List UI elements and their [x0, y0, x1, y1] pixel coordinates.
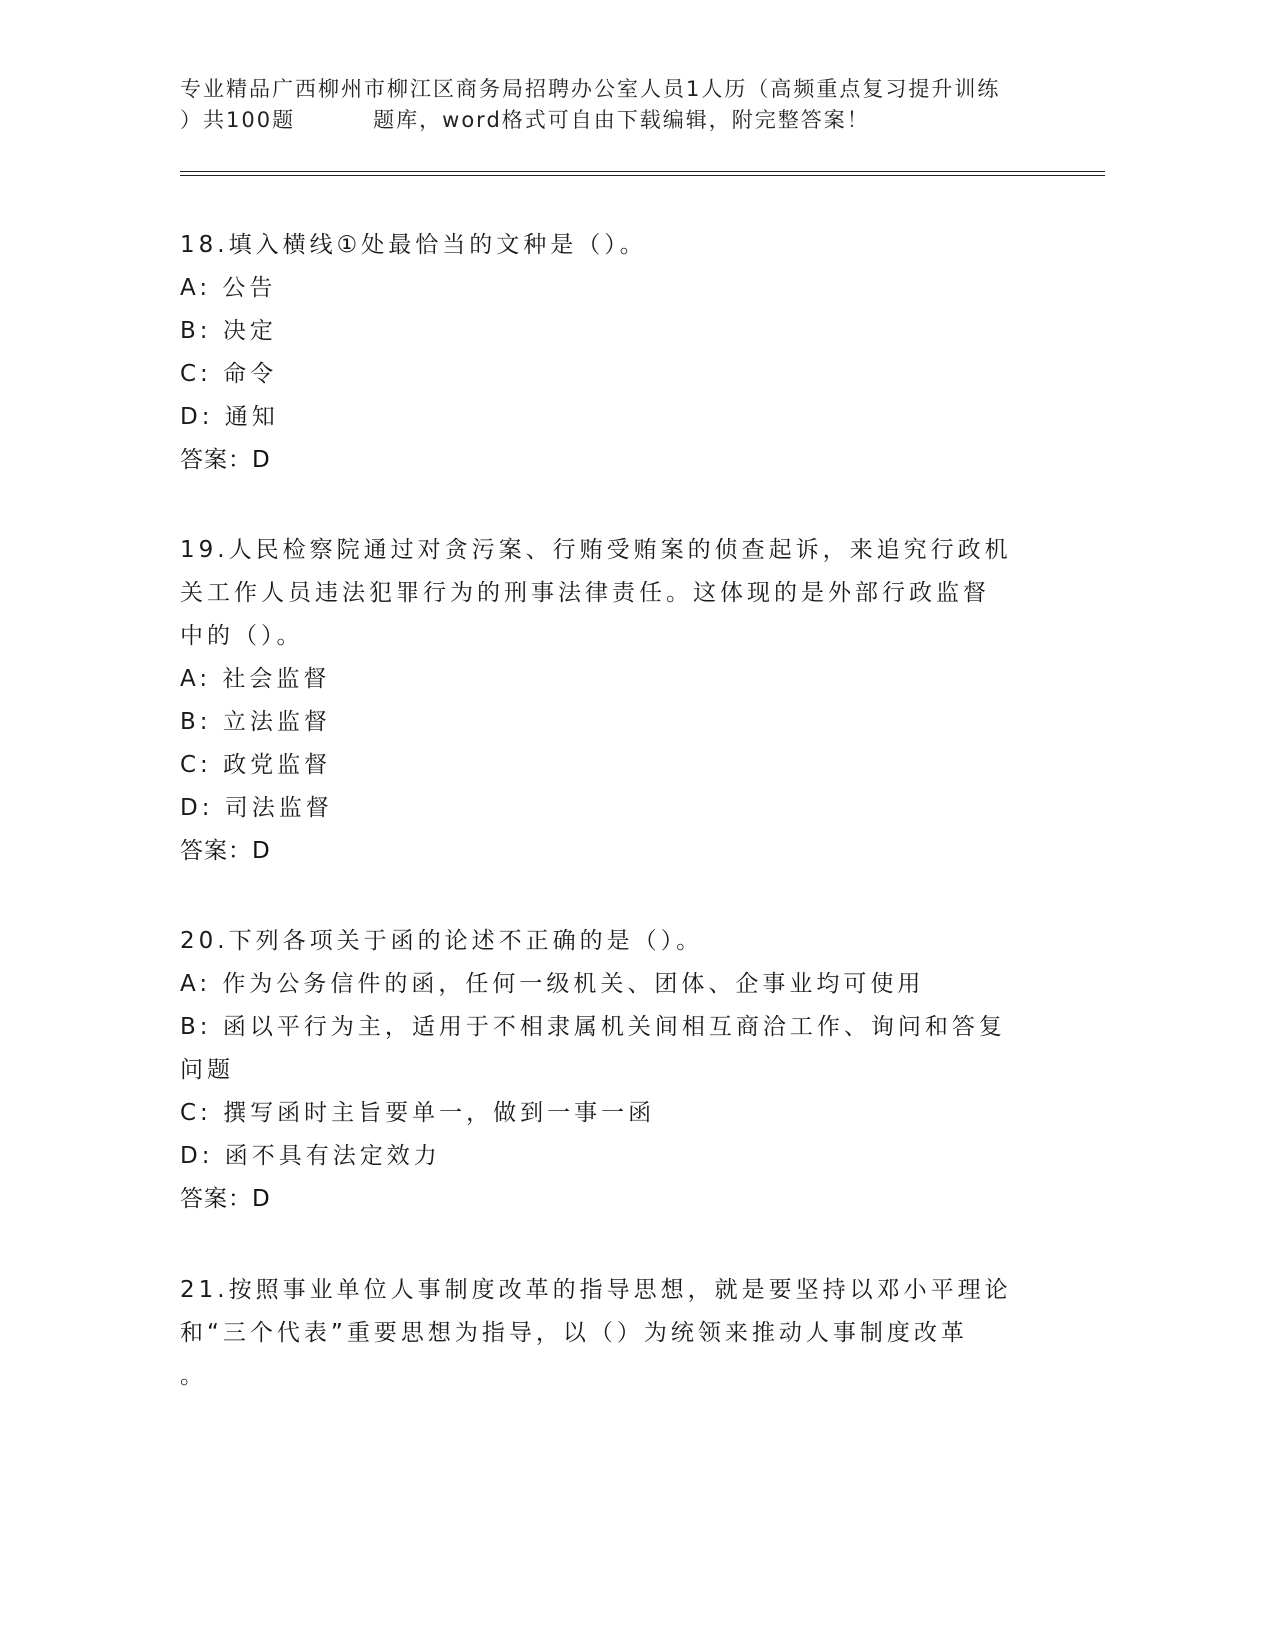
option-a: A: 公告	[180, 275, 277, 301]
document-header	[180, 74, 1060, 136]
question-stem-line-3: 中的（）。	[180, 623, 304, 649]
question-18	[180, 224, 1040, 482]
option-b-continuation: 问题	[180, 1057, 234, 1083]
option-b: B: 函以平行为主，适用于不相隶属机关间相互商洽工作、询问和答复	[180, 1014, 1006, 1040]
answer: 答案：D	[180, 838, 271, 864]
option-a: A: 社会监督	[180, 666, 331, 692]
option-d: D: 司法监督	[180, 795, 333, 821]
question-stem-line-3: 。	[180, 1363, 207, 1389]
answer: 答案：D	[180, 1186, 271, 1212]
question-stem-line-2: 和“三个代表”重要思想为指导，以（）为统领来推动人事制度改革	[180, 1320, 968, 1346]
header-divider-bottom	[180, 175, 1105, 176]
header-title-line-1: 专业精品广西柳州市柳江区商务局招聘办公室人员1人历（高频重点复习提升训练	[180, 77, 1001, 101]
question-stem: 18.填入横线①处最恰当的文种是（）。	[180, 232, 647, 258]
option-c: C: 政党监督	[180, 752, 332, 778]
header-title-line-2: ）共100题 题库，word格式可自由下载编辑，附完整答案！	[180, 108, 870, 132]
option-d: D: 通知	[180, 404, 279, 430]
option-b: B: 决定	[180, 318, 277, 344]
question-21	[180, 1269, 1040, 1398]
option-b: B: 立法监督	[180, 709, 331, 735]
question-stem-line-1: 21.按照事业单位人事制度改革的指导思想，就是要坚持以邓小平理论	[180, 1277, 1012, 1303]
option-a: A: 作为公务信件的函，任何一级机关、团体、企事业均可使用	[180, 971, 925, 997]
option-c: C: 撰写函时主旨要单一，做到一事一函	[180, 1100, 656, 1126]
option-c: C: 命令	[180, 361, 278, 387]
question-stem-line-2: 关工作人员违法犯罪行为的刑事法律责任。这体现的是外部行政监督	[180, 580, 990, 606]
option-d: D: 函不具有法定效力	[180, 1143, 441, 1169]
question-stem: 20.下列各项关于函的论述不正确的是（）。	[180, 928, 704, 954]
question-20	[180, 920, 1040, 1221]
question-stem-line-1: 19.人民检察院通过对贪污案、行贿受贿案的侦查起诉，来追究行政机	[180, 537, 1012, 563]
header-divider-top	[180, 171, 1105, 172]
question-19	[180, 529, 1040, 873]
answer: 答案：D	[180, 447, 271, 473]
